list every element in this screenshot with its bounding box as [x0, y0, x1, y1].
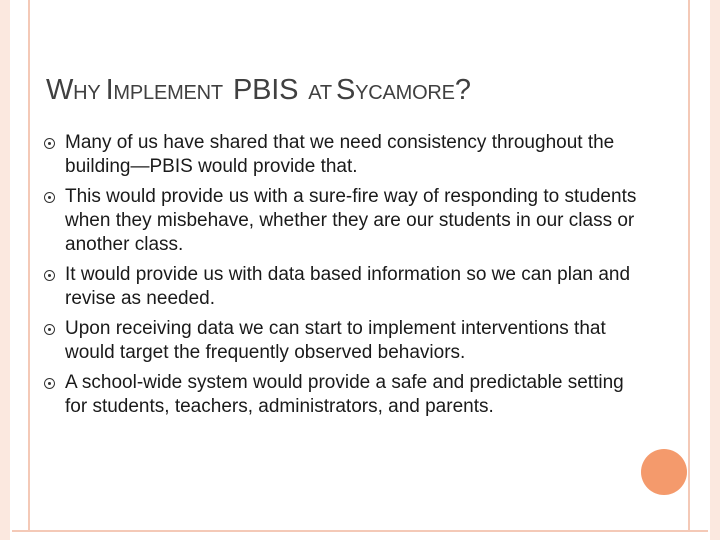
- title-ycamore: YCAMORE: [355, 82, 455, 104]
- bullet-text: This would provide us with a sure-fire way of responding to students when they misbehave, whether they are our students in our class or another class.: [65, 186, 637, 255]
- bullet-icon: [44, 270, 55, 281]
- bullet-text: Upon receiving data we can start to implement interventions that would target the frequently observed behaviors.: [65, 318, 606, 363]
- bullet-item: [44, 317, 644, 365]
- bullet-item: [44, 131, 644, 179]
- bullet-item: [44, 371, 644, 419]
- title-i: I: [105, 74, 114, 106]
- right-border-line: [688, 0, 700, 530]
- bullet-list: [44, 131, 644, 425]
- bullet-icon: [44, 378, 55, 389]
- title-s: S: [335, 74, 356, 106]
- bullet-text: It would provide us with data based information so we can plan and revise as needed.: [65, 264, 631, 309]
- left-border-line: [8, 0, 30, 530]
- title-at: AT: [308, 82, 332, 104]
- title-hy: HY: [73, 82, 106, 104]
- bullet-icon: [44, 138, 55, 149]
- bottom-border-line: [12, 530, 708, 532]
- decorative-circle: [641, 449, 687, 495]
- bullet-text: A school-wide system would provide a safe and predictable setting for students, teachers, administrators, and parents.: [65, 372, 624, 417]
- title-question: ?: [454, 74, 471, 106]
- bullet-icon: [44, 192, 55, 203]
- bullet-icon: [44, 324, 55, 335]
- bullet-item: [44, 263, 644, 311]
- title-w: W: [46, 74, 74, 106]
- bullet-text: Many of us have shared that we need consistency throughout the building—PBIS would provide that.: [65, 132, 615, 177]
- right-margin-band: [710, 0, 720, 540]
- title-pbis: PBIS: [232, 74, 299, 106]
- bullet-item: [44, 185, 644, 257]
- slide-title: [46, 74, 471, 107]
- title-mplement: MPLEMENT: [113, 82, 223, 104]
